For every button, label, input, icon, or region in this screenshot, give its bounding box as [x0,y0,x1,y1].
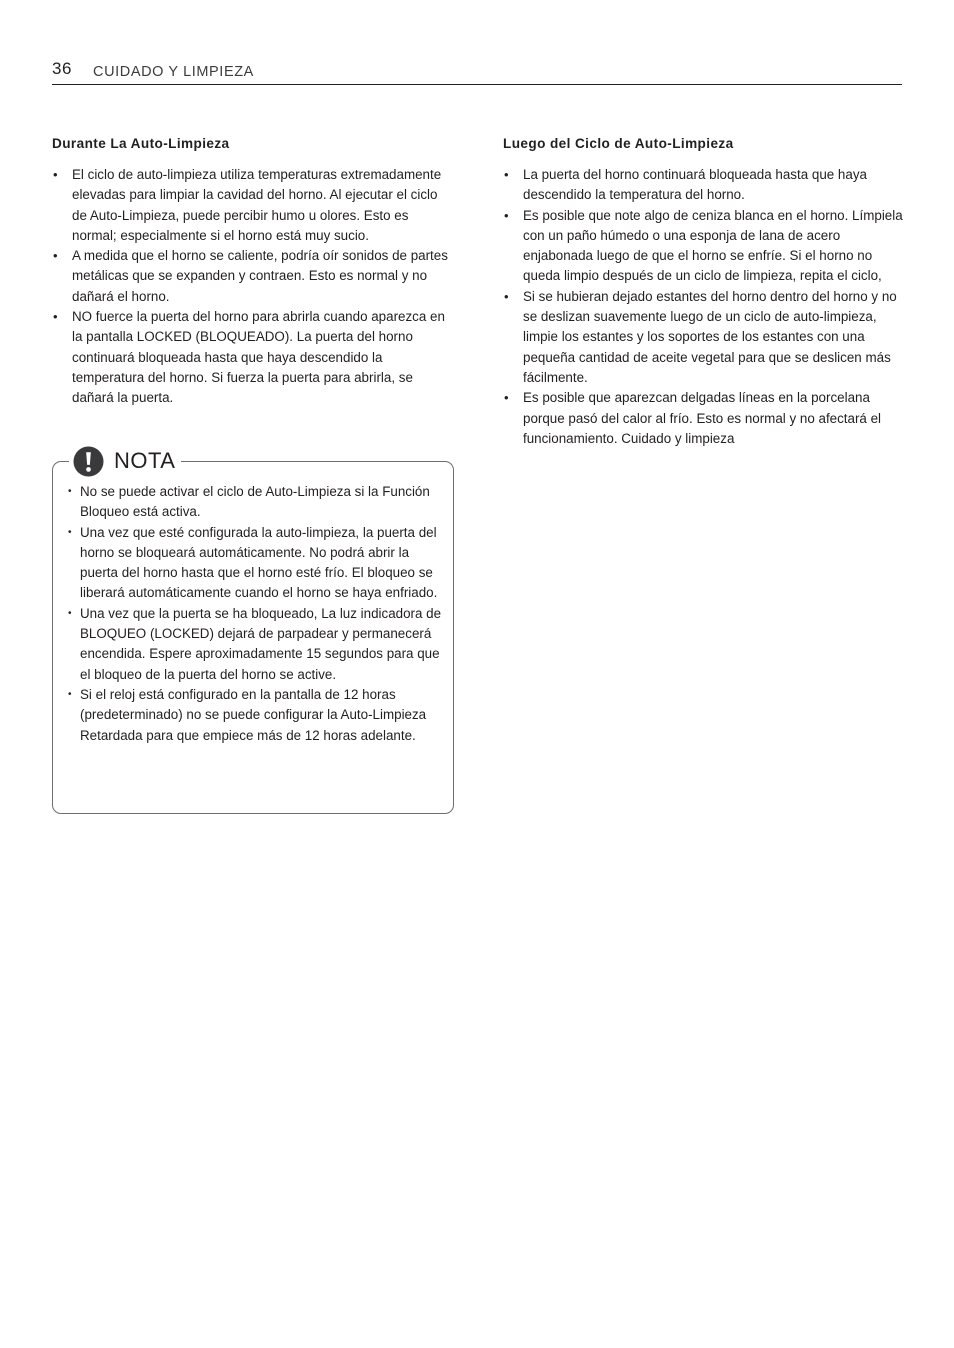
page-number: 36 [52,59,72,78]
list-item: • Si el reloj está configurado en la pantalla de 12 horas (predeterminado) no se puede configurar la Auto-Limpieza Retardada para que empiece más de 12 horas adelante. [67,685,442,746]
note-header [69,445,181,477]
list-item: • Una vez que la puerta se ha bloqueado, La luz indicadora de BLOQUEO (LOCKED) dejará de parpadear y permanecerá encendida. Espere aproximadamente 15 segundos para que el bloqueo de la puerta del horno se active. [67,604,442,685]
page-header [52,58,902,85]
section-label: CUIDADO Y LIMPIEZA [93,64,254,80]
list-item: • Es posible que note algo de ceniza blanca en el horno. Límpiela con un paño húmedo o una esponja de lana de acero enjabonada luego de que el horno se enfríe. Si el horno no queda limpio después de un ciclo de limpieza, repita el ciclo, [503,206,903,287]
list-item: • Es posible que aparezcan delgadas líneas en la porcelana porque pasó del calor al frío. Esto es normal y no afectará el funcionamiento. Cuidado y limpieza [503,388,903,449]
exclamation-icon [73,446,104,477]
list-item: • Una vez que esté configurada la auto-limpieza, la puerta del horno se bloqueará automáticamente. No podrá abrir la puerta del horno hasta que el horno esté frío. El bloqueo se liberará automáticamente cuando el horno se haya enfriado. [67,523,442,604]
left-heading: Durante La Auto-Limpieza [52,136,230,151]
note-box [52,448,454,814]
list-item: • La puerta del horno continuará bloqueada hasta que haya descendido la temperatura del horno. [503,165,903,206]
note-title: NOTA [114,448,176,473]
list-item: • A medida que el horno se caliente, podría oír sonidos de partes metálicas que se expanden y contraen. Esto es normal y no dañará el horno. [52,246,452,307]
list-item: • Si se hubieran dejado estantes del horno dentro del horno y no se deslizan suavemente luego de un ciclo de auto-limpieza, limpie los estantes y los soportes de los estantes con una pequeña cantidad de aceite vegetal para que se deslicen más fácilmente. [503,287,903,388]
right-heading: Luego del Ciclo de Auto-Limpieza [503,136,734,151]
list-item: • NO fuerce la puerta del horno para abrirla cuando aparezca en la pantalla LOCKED (BLOQUEADO). La puerta del horno continuará bloqueada hasta que haya descendido la temperatura del horno. Si fuerza la puerta para abrirla, se dañará la puerta. [52,307,452,408]
left-column [52,135,452,409]
right-bullet-list [503,165,903,449]
list-item: • No se puede activar el ciclo de Auto-Limpieza si la Función Bloqueo está activa. [67,482,442,523]
right-column [503,135,903,449]
list-item: • El ciclo de auto-limpieza utiliza temperaturas extremadamente elevadas para limpiar la cavidad del horno. Al ejecutar el ciclo de Auto-Limpieza, puede percibir humo u olores. Esto es normal; especialmente si el horno está muy sucio. [52,165,452,246]
note-bullet-list [67,482,442,746]
left-bullet-list [52,165,452,409]
